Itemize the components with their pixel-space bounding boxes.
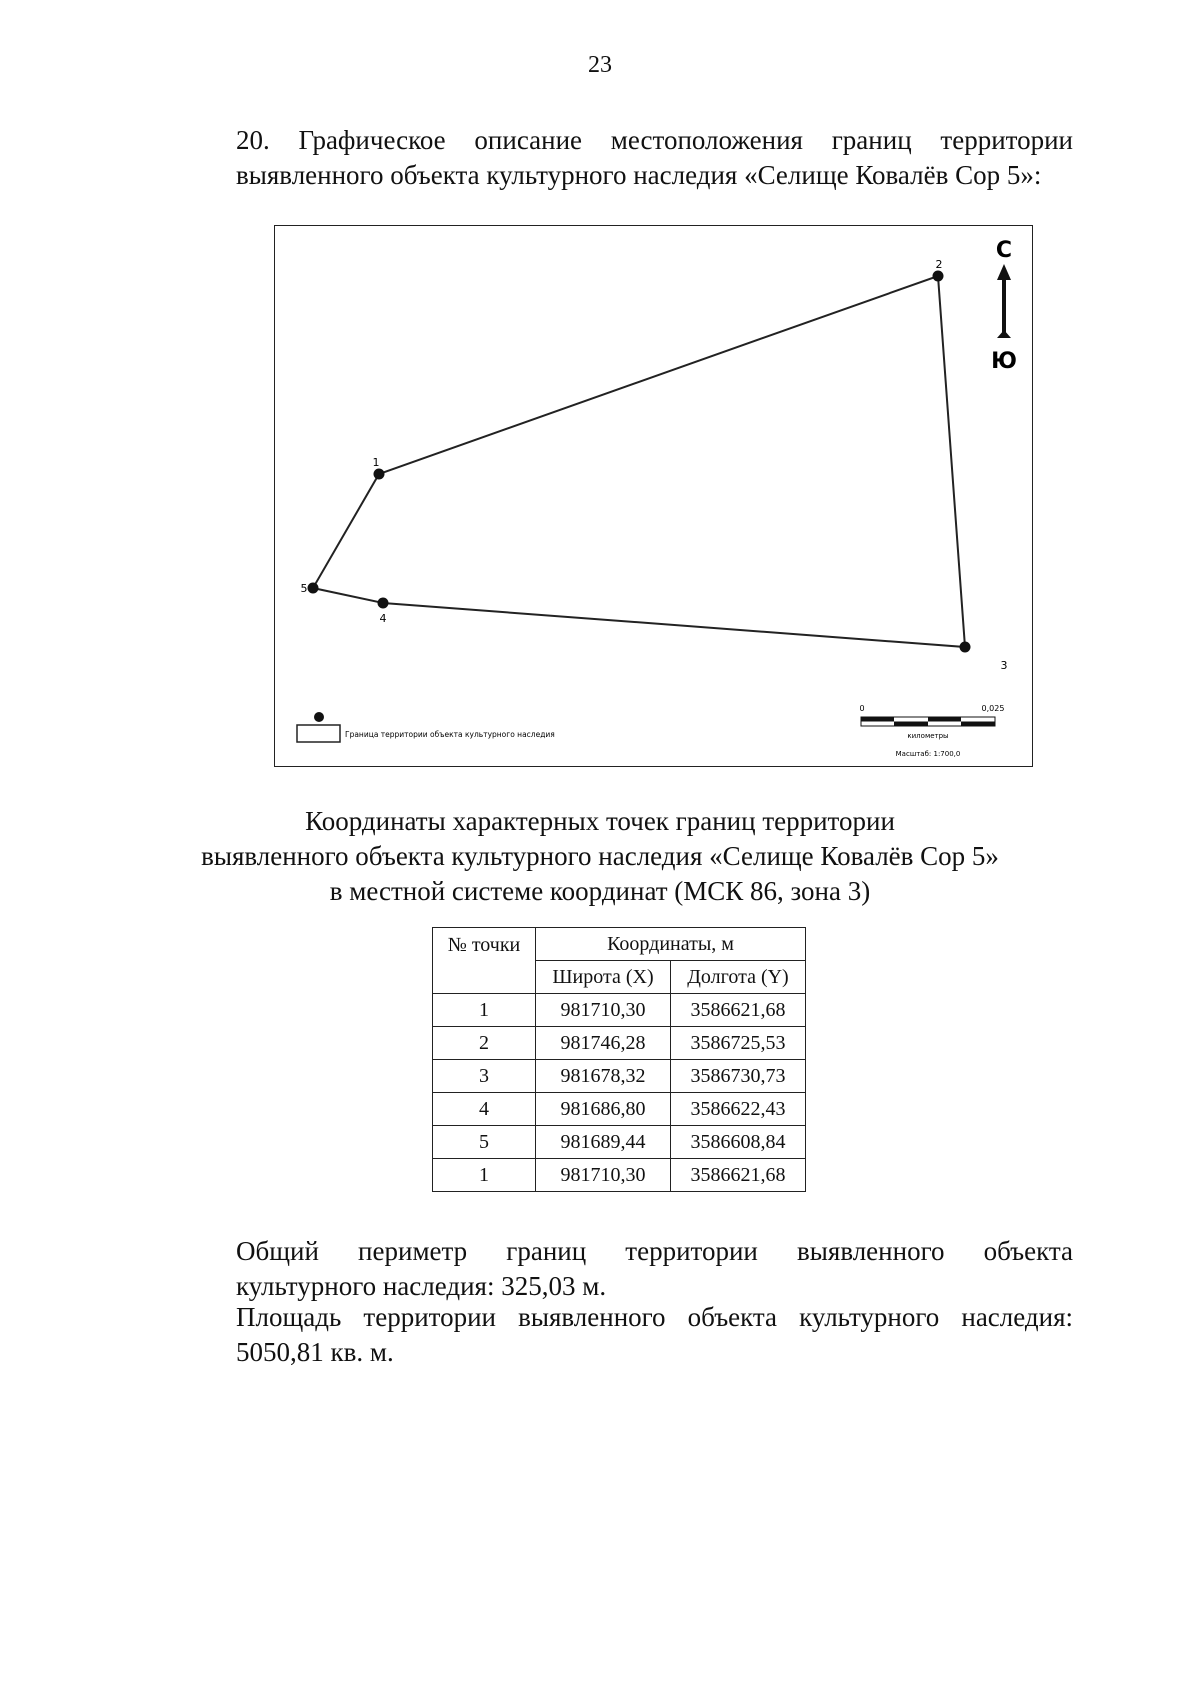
table-row — [433, 1159, 806, 1192]
page-number: 23 — [588, 52, 612, 78]
point-label-1: 1 — [372, 456, 380, 469]
boundary-point-2 — [933, 271, 944, 282]
point-label-4: 4 — [379, 612, 387, 625]
scale-end: 0,025 — [981, 704, 1005, 713]
boundary-polygon — [313, 276, 965, 647]
cell-point: 4 — [433, 1093, 536, 1126]
point-label-3: 3 — [1000, 659, 1008, 672]
perimeter-line-2: культурного наследия: 325,03 м. — [236, 1271, 607, 1301]
cell-y: 3586621,68 — [671, 1159, 806, 1192]
cell-point: 2 — [433, 1027, 536, 1060]
area-line-2: 5050,81 кв. м. — [236, 1337, 394, 1367]
boundary-map — [274, 225, 1033, 767]
scale-units: километры — [907, 732, 949, 740]
cell-y: 3586730,73 — [671, 1060, 806, 1093]
cell-x: 981686,80 — [536, 1093, 671, 1126]
boundary-point-1 — [374, 469, 385, 480]
cell-point: 1 — [433, 1159, 536, 1192]
cell-x: 981746,28 — [536, 1027, 671, 1060]
boundary-point-3 — [960, 642, 971, 653]
scale-bar — [859, 704, 1004, 758]
caption-line-2: выявленного объекта культурного наследия «Селище Ковалёв Сор 5» — [201, 841, 999, 871]
map-canvas — [275, 226, 1034, 768]
cell-x: 981689,44 — [536, 1126, 671, 1159]
legend-text: Граница территории объекта культурного наследия — [345, 730, 555, 739]
perimeter-line-1: Общий периметр границ территории выявленного объекта — [236, 1236, 1073, 1266]
boundary-point-4 — [378, 598, 389, 609]
cell-point: 3 — [433, 1060, 536, 1093]
scale-ratio: Масштаб: 1:700,0 — [895, 750, 961, 758]
north-label: С — [995, 238, 1013, 263]
south-label: Ю — [991, 349, 1017, 374]
area-line-1: Площадь территории выявленного объекта культурного наследия: — [236, 1302, 1073, 1332]
table-row — [433, 1093, 806, 1126]
point-label-2: 2 — [935, 258, 943, 271]
cell-y: 3586622,43 — [671, 1093, 806, 1126]
map-legend — [297, 712, 555, 742]
table-caption — [0, 804, 1200, 909]
header-coordinates: Координаты, м — [536, 928, 806, 961]
coordinates-table — [432, 927, 806, 1192]
intro-line-2: выявленного объекта культурного наследия «Селище Ковалёв Сор 5»: — [236, 160, 1042, 190]
area-paragraph — [163, 1300, 1073, 1370]
scale-start: 0 — [859, 704, 865, 713]
point-label-5: 5 — [300, 582, 308, 595]
cell-point: 5 — [433, 1126, 536, 1159]
intro-line-1: 20. Графическое описание местоположения границ территории — [236, 125, 1073, 155]
cell-x: 981710,30 — [536, 1159, 671, 1192]
cell-x: 981710,30 — [536, 994, 671, 1027]
table-header-row — [433, 928, 806, 961]
caption-line-3: в местной системе координат (МСК 86, зона 3) — [329, 876, 871, 906]
intro-paragraph — [163, 123, 1073, 193]
header-latitude: Широта (X) — [536, 961, 671, 994]
table-row — [433, 1126, 806, 1159]
cell-point: 1 — [433, 994, 536, 1027]
north-arrow-icon — [991, 238, 1017, 374]
table-row — [433, 1027, 806, 1060]
header-point-number: № точки — [433, 928, 536, 994]
table-row — [433, 994, 806, 1027]
perimeter-paragraph — [163, 1234, 1073, 1304]
table-row — [433, 1060, 806, 1093]
legend-boundary-swatch — [297, 725, 340, 742]
header-longitude: Долгота (Y) — [671, 961, 806, 994]
cell-y: 3586608,84 — [671, 1126, 806, 1159]
legend-point-icon — [314, 712, 324, 722]
cell-y: 3586725,53 — [671, 1027, 806, 1060]
boundary-point-5 — [308, 583, 319, 594]
cell-y: 3586621,68 — [671, 994, 806, 1027]
cell-x: 981678,32 — [536, 1060, 671, 1093]
caption-line-1: Координаты характерных точек границ территории — [305, 806, 895, 836]
